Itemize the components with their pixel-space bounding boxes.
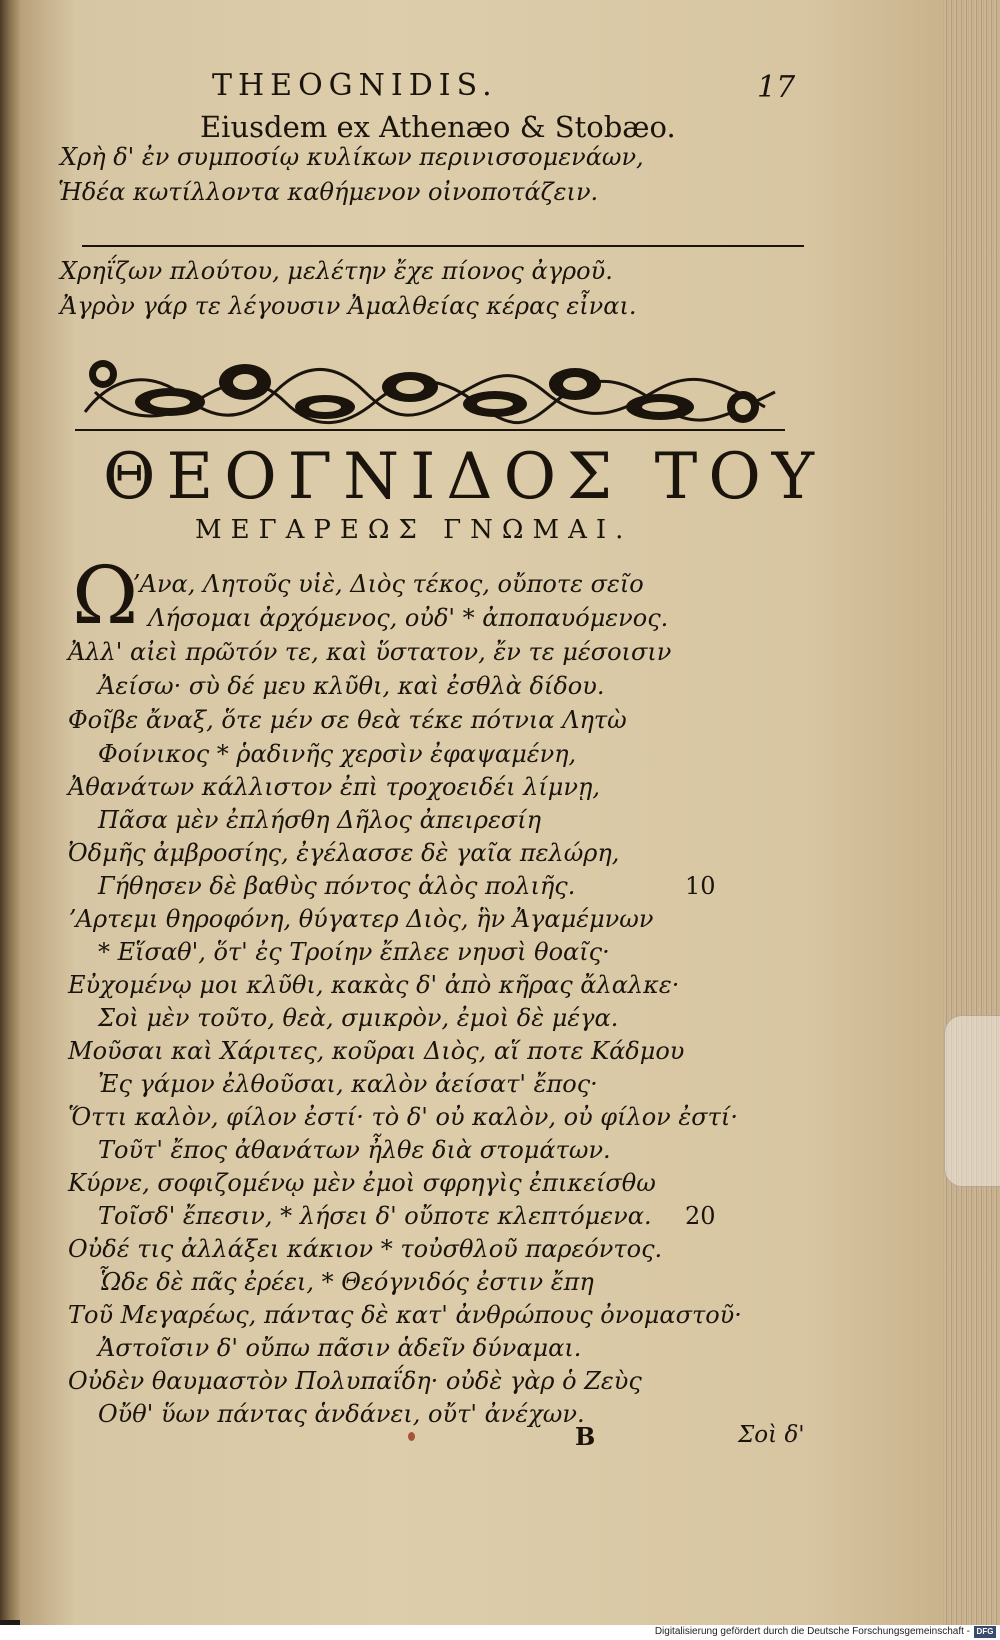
running-head: THEOGNIDIS. <box>212 68 498 103</box>
verse-15: Μοῦσαι καὶ Χάριτες, κοῦραι Διὸς, αἵ ποτε Κάδμου <box>68 1037 685 1065</box>
verse-7: Ἀθανάτων κάλλιστον ἐπὶ τροχοειδέι λίμνῃ, <box>68 773 600 801</box>
fragment2-line2: Ἀγρὸν γάρ τε λέγουσιν Ἀμαλθείας κέρας εἶναι. <box>60 292 637 320</box>
bookmark-tab <box>944 1015 1000 1187</box>
footer-bar <box>0 1625 1000 1640</box>
ink-spot <box>408 1432 415 1441</box>
verse-16: Ἐς γάμον ἐλθοῦσαι, καλὸν ἀείσατ' ἔπος· <box>98 1070 598 1098</box>
verse-26: Οὔθ' ὕων πάντας ἁνδάνει, οὔτ' ἀνέχων. <box>98 1400 585 1428</box>
verse-4: Ἀείσω· σὺ δέ μευ κλῦθι, καὶ ἐσθλὰ δίδου. <box>98 672 605 700</box>
verse-22: Ὧδε δὲ πᾶς ἐρέει, * Θεόγνιδός ἐστιν ἔπη <box>98 1268 594 1296</box>
dfg-logo: DFG <box>974 1626 996 1638</box>
verse-12: * Εἵσαθ', ὅτ' ἐς Τροίην ἔπλεε νηυσὶ θοαῖς· <box>98 938 610 966</box>
verse-2: Λήσομαι ἀρχόμενος, οὐδ' * ἀποπαυόμενος. <box>148 604 669 632</box>
fragment2-line1: Χρηΐζων πλούτου, μελέτην ἔχε πίονος ἀγροῦ. <box>60 257 613 285</box>
verse-8: Πᾶσα μὲν ἐπλήσθη Δῆλος ἀπειρεσίη <box>98 806 542 834</box>
footer-credit: Digitalisierung gefördert durch die Deutsche Forschungsgemeinschaft - <box>654 1626 970 1637</box>
line-number-10: 10 <box>685 872 716 900</box>
ornament-headpiece <box>75 352 785 432</box>
line-number-20: 20 <box>685 1202 716 1230</box>
verse-14: Σοὶ μὲν τοῦτο, θεὰ, σμικρὸν, ἐμοὶ δὲ μέγα. <box>98 1004 619 1032</box>
verse-19: Κύρνε, σοφιζομένῳ μὲν ἐμοὶ σφρηγὶς ἐπικείσθω <box>68 1169 656 1197</box>
section-subtitle: Eiusdem ex Athenæo & Stobæo. <box>200 110 676 144</box>
verse-13: Εὐχομένῳ μοι κλῦθι, κακὰς δ' ἀπὸ κῆρας ἄλαλκε· <box>68 971 680 999</box>
verse-20: Τοῖσδ' ἔπεσιν, * λήσει δ' οὔποτε κλεπτόμενα. <box>98 1202 652 1230</box>
verse-25: Οὐδὲν θαυμαστὸν Πολυπαΐδη· οὐδὲ γὰρ ὁ Ζεὺς <box>68 1367 642 1395</box>
verse-23: Τοῦ Μεγαρέως, πάντας δὲ κατ' ἀνθρώπους ὀνομαστοῦ· <box>68 1301 742 1329</box>
book-spine <box>0 0 22 1620</box>
verse-11: ʼΑρτεμι θηροφόνη, θύγατερ Διὸς, ἣν Ἀγαμέμνων <box>68 905 654 933</box>
verse-9: Ὀδμῆς ἀμβροσίης, ἐγέλασσε δὲ γαῖα πελώρη, <box>68 839 620 867</box>
greek-subtitle: ΜΕΓΑΡΕΩΣ ΓΝΩΜΑΙ. <box>195 515 633 545</box>
greek-title: ΘΕΟΓΝΙΔΟΣ ΤΟΥ <box>103 440 826 514</box>
verse-5: Φοῖβε ἄναξ, ὅτε μέν σε θεὰ τέκε πότνια Λητὼ <box>68 706 627 734</box>
page-fore-edge <box>942 0 1000 1625</box>
verse-10: Γήθησεν δὲ βαθὺς πόντος ἁλὸς πολιῆς. <box>98 872 576 900</box>
horizontal-rule <box>82 245 804 247</box>
signature-mark: B <box>575 1422 596 1451</box>
verse-6: Φοίνικος * ῥαδινῆς χερσὶν ἐφαψαμένη, <box>98 740 577 768</box>
catchword: Σοὶ δ' <box>738 1422 805 1448</box>
verse-24: Ἀστοῖσιν δ' οὔπω πᾶσιν ἁδεῖν δύναμαι. <box>98 1334 582 1362</box>
verse-21: Οὐδέ τις ἀλλάξει κάκιον * τοὐσθλοῦ παρεόντος. <box>68 1235 663 1263</box>
page-number: 17 <box>757 70 796 105</box>
verse-3: Ἀλλ' αἰεὶ πρῶτόν τε, καὶ ὕστατον, ἔν τε μέσοισιν <box>68 638 672 666</box>
fragment1-line2: Ἡδέα κωτίλλοντα καθήμενον οἰνοποτάζειν. <box>58 178 599 206</box>
verse-17: Ὅττι καλὸν, φίλον ἐστί· τὸ δ' οὐ καλὸν, οὐ φίλον ἐστί· <box>68 1103 738 1131</box>
verse-1: ʼΑνα, Λητοῦς υἱὲ, Διὸς τέκος, οὔποτε σεῖο <box>132 570 644 598</box>
verse-18: Τοῦτ' ἔπος ἀθανάτων ἦλθε διὰ στομάτων. <box>98 1136 611 1164</box>
fragment1-line1: Χρὴ δ' ἐν συμποσίῳ κυλίκων περινισσομενάων, <box>60 143 644 171</box>
drop-cap-initial: Ω <box>72 549 139 642</box>
book-page <box>20 0 942 1625</box>
